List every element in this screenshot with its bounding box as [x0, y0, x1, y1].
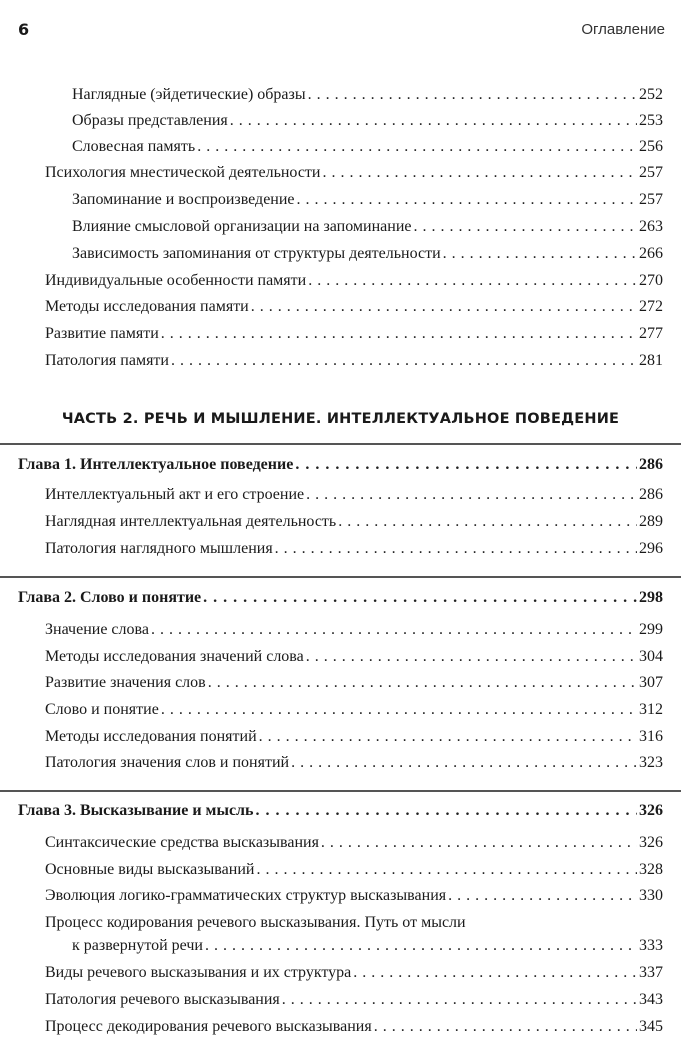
toc-entry-title: Патология памяти [45, 352, 169, 369]
toc-leader [171, 350, 637, 372]
divider [0, 790, 681, 792]
toc-entry-page: 345 [639, 1018, 663, 1035]
toc-entry-title: Эволюция логико-грамматических структур высказывания [45, 887, 447, 904]
toc-entry-page: 330 [639, 887, 663, 904]
toc-entry-page: 323 [639, 754, 663, 771]
toc-entry-title: Патология значения слов и понятий [45, 754, 290, 771]
part-title: ЧАСТЬ 2. РЕЧЬ И МЫШЛЕНИЕ. ИНТЕЛЛЕКТУАЛЬНОЕ ПОВЕДЕНИЕ [61, 411, 620, 427]
toc-entry-title: Развитие значения слов [45, 674, 206, 691]
chapter-entry[interactable] [18, 587, 663, 609]
toc-entry-title: Индивидуальные особенности памяти [45, 272, 307, 289]
toc-leader [374, 1016, 637, 1038]
toc-entry-title: Словесная память [72, 138, 196, 155]
toc-entry[interactable] [45, 832, 663, 854]
toc-entry-title: Методы исследования памяти [45, 298, 249, 315]
toc-entry-page: 270 [639, 272, 663, 289]
toc-entry-title: Интеллектуальный акт и его строение [45, 486, 305, 503]
toc-entry[interactable] [72, 216, 663, 238]
toc-entry-page: 299 [639, 621, 663, 638]
toc-entry-page: 333 [639, 937, 663, 954]
toc-entry-title: Виды речевого высказывания и их структура [45, 964, 352, 981]
toc-leader [322, 162, 637, 184]
toc-entry[interactable] [45, 726, 663, 748]
toc-entry-title: Образы представления [72, 112, 228, 129]
toc-leader [321, 832, 637, 854]
toc-entry[interactable] [72, 243, 663, 265]
toc-leader [251, 296, 637, 318]
chapter-title: Глава 1. Интеллектуальное поведение [18, 456, 294, 473]
toc-entry-page: 252 [639, 86, 663, 103]
toc-entry-title: Влияние смысловой организации на запоминание [72, 218, 412, 235]
toc-entry-title: Основные виды высказываний [45, 861, 255, 878]
toc-entry[interactable] [45, 538, 663, 560]
toc-entry[interactable] [45, 859, 663, 881]
toc-entry-title-line1[interactable]: Процесс кодирования речевого высказывания. Путь от мысли [45, 914, 466, 931]
toc-entry[interactable] [45, 296, 663, 318]
toc-entry[interactable] [45, 885, 663, 907]
chapter-page: 326 [639, 802, 663, 819]
toc-leader [448, 885, 637, 907]
toc-entry[interactable] [45, 323, 663, 345]
toc-entry-page: 257 [639, 191, 663, 208]
toc-leader [308, 84, 637, 106]
toc-entry[interactable] [45, 350, 663, 372]
toc-leader [282, 989, 637, 1011]
toc-entry[interactable] [45, 752, 663, 774]
toc-entry[interactable] [72, 84, 663, 106]
toc-entry-page: 266 [639, 245, 663, 262]
toc-leader [203, 587, 637, 609]
toc-leader [308, 270, 637, 292]
toc-entry[interactable] [72, 110, 663, 132]
toc-entry-page: 296 [639, 540, 663, 557]
toc-entry-title: Процесс декодирования речевого высказывания [45, 1018, 372, 1035]
toc-entry[interactable] [45, 270, 663, 292]
toc-entry[interactable] [45, 511, 663, 533]
toc-entry-page: 307 [639, 674, 663, 691]
toc-entry[interactable] [45, 646, 663, 668]
toc-leader [297, 189, 637, 211]
toc-entry[interactable] [45, 162, 663, 184]
toc-leader [208, 672, 637, 694]
chapter-title: Глава 3. Высказывание и мысль [18, 802, 254, 819]
toc-leader [275, 538, 637, 560]
toc-entry-page: 289 [639, 513, 663, 530]
toc-entry-title: Развитие памяти [45, 325, 159, 342]
toc-leader [353, 962, 637, 984]
chapter-entry[interactable] [18, 800, 663, 822]
toc-entry[interactable] [45, 989, 663, 1011]
toc-entry[interactable] [72, 136, 663, 158]
toc-entry-title: Слово и понятие [45, 701, 159, 718]
toc-leader [205, 935, 637, 957]
toc-entry-title: Наглядные (эйдетические) образы [72, 86, 306, 103]
toc-entry-page: 263 [639, 218, 663, 235]
toc-leader [259, 726, 637, 748]
toc-leader [161, 699, 637, 721]
toc-leader [161, 323, 637, 345]
toc-entry[interactable] [72, 189, 663, 211]
toc-entry-page: 256 [639, 138, 663, 155]
divider [0, 443, 681, 445]
toc-entry[interactable] [45, 1016, 663, 1038]
toc-entry[interactable] [45, 699, 663, 721]
page-number: 6 [18, 20, 30, 39]
toc-entry[interactable] [45, 619, 663, 641]
toc-entry-page: 253 [639, 112, 663, 129]
toc-entry-page: 316 [639, 728, 663, 745]
toc-leader [230, 110, 637, 132]
toc-entry-title: Зависимость запоминания от структуры деятельности [72, 245, 441, 262]
toc-entry-title: Значение слова [45, 621, 149, 638]
toc-entry-page: 286 [639, 486, 663, 503]
toc-leader [413, 216, 637, 238]
chapter-page: 298 [639, 589, 663, 606]
toc-leader [306, 484, 637, 506]
toc-leader [197, 136, 637, 158]
toc-entry-page: 343 [639, 991, 663, 1008]
toc-entry[interactable] [72, 935, 663, 957]
toc-entry[interactable] [45, 672, 663, 694]
divider [0, 576, 681, 578]
toc-entry-title: Синтаксические средства высказывания [45, 834, 319, 851]
toc-entry-page: 277 [639, 325, 663, 342]
toc-entry-page: 257 [639, 164, 663, 181]
toc-entry-page: 328 [639, 861, 663, 878]
page-header [0, 18, 681, 42]
toc-entry[interactable] [45, 484, 663, 506]
toc-entry-page: 281 [639, 352, 663, 369]
toc-leader [151, 619, 637, 641]
toc-leader [443, 243, 637, 265]
toc-leader [255, 800, 637, 822]
toc-leader [256, 859, 637, 881]
toc-entry-page: 326 [639, 834, 663, 851]
toc-entry[interactable] [45, 962, 663, 984]
chapter-title: Глава 2. Слово и понятие [18, 589, 202, 606]
toc-leader [306, 646, 637, 668]
toc-entry-title-line2: к развернутой речи [72, 937, 203, 954]
toc-entry-title: Запоминание и воспроизведение [72, 191, 295, 208]
running-title: Оглавление [581, 21, 665, 38]
toc-entry-title: Методы исследования понятий [45, 728, 257, 745]
toc-leader [291, 752, 637, 774]
toc-entry-page: 272 [639, 298, 663, 315]
toc-entry-title: Методы исследования значений слова [45, 648, 304, 665]
toc-entry-title: Патология наглядного мышления [45, 540, 273, 557]
toc-entry-title: Наглядная интеллектуальная деятельность [45, 513, 337, 530]
toc-entry-title: Психология мнестической деятельности [45, 164, 321, 181]
chapter-entry[interactable] [18, 454, 663, 476]
toc-entry-page: 312 [639, 701, 663, 718]
toc-entry-title: Патология речевого высказывания [45, 991, 280, 1008]
toc-entry-page: 304 [639, 648, 663, 665]
toc-leader [295, 454, 637, 476]
toc-entry-page: 337 [639, 964, 663, 981]
toc-leader [338, 511, 637, 533]
chapter-page: 286 [639, 456, 663, 473]
